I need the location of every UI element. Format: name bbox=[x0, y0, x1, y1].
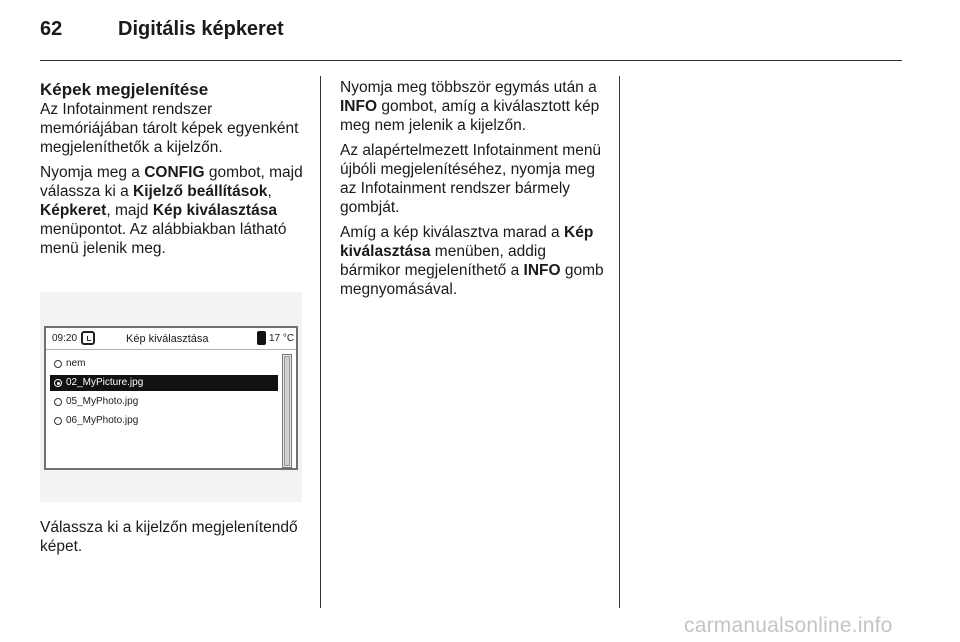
select-info-paragraph: Amíg a kép kiválasztva marad a Kép kiválasztása menüben, addig bármikor megjeleníthető a INFO gomb megnyomásával. bbox=[340, 224, 604, 298]
intro-paragraph: Az Infotainment rendszer memóriájában tárolt képek egyenként megjeleníthetők a kijelzőn. bbox=[40, 101, 299, 156]
screen-time: 09:20 bbox=[52, 333, 78, 344]
column-divider-left bbox=[320, 76, 321, 608]
list-item-selected[interactable]: 02_MyPicture.jpg bbox=[50, 375, 278, 391]
figure-caption: Válassza ki a kijelzőn megjelenítendő képet. bbox=[40, 519, 298, 555]
select-picture-ref: Kép kiválasztása bbox=[152, 202, 277, 219]
select-picture-ref: Kép kiválasztása bbox=[340, 224, 594, 260]
radio-icon bbox=[54, 379, 62, 387]
config-button-ref: CONFIG bbox=[144, 164, 205, 181]
info-button-ref: INFO bbox=[340, 98, 378, 115]
infotainment-screen bbox=[44, 326, 298, 470]
thermometer-icon bbox=[257, 331, 266, 345]
instruction-paragraph: Nyomja meg a CONFIG gombot, majd válassza ki a Kijelző beállítások, Képkeret, majd Kép kiválasztása menüpontot. Az alábbiakban látható menü jelenik meg. bbox=[40, 164, 303, 257]
clock-icon bbox=[81, 331, 95, 345]
column-divider-right bbox=[619, 76, 620, 608]
header-divider bbox=[40, 60, 902, 61]
radio-icon bbox=[54, 398, 62, 406]
page-title: Digitális képkeret bbox=[118, 18, 284, 40]
column-middle bbox=[340, 78, 608, 305]
info-paragraph: Nyomja meg többször egymás után a INFO gombot, amíg a kiválasztott kép meg nem jelenik a kijelzőn. bbox=[340, 79, 600, 134]
screen-title: Kép kiválasztása bbox=[126, 333, 209, 345]
column-left bbox=[40, 80, 308, 264]
radio-icon bbox=[54, 417, 62, 425]
page-header bbox=[40, 18, 284, 48]
scrollbar-thumb[interactable] bbox=[284, 356, 290, 466]
display-settings-ref: Kijelző beállítások bbox=[133, 183, 268, 200]
info-button-ref: INFO bbox=[523, 262, 561, 279]
screen-scrollbar[interactable] bbox=[282, 354, 292, 468]
page-number: 62 bbox=[40, 18, 63, 40]
radio-icon bbox=[54, 360, 62, 368]
list-item[interactable]: nem bbox=[50, 356, 278, 372]
watermark: carmanualsonline.info bbox=[684, 614, 893, 637]
screen-temperature: 17 °C bbox=[269, 333, 295, 344]
section-heading: Képek megjelenítése bbox=[40, 80, 209, 99]
screen-status-bar bbox=[46, 328, 296, 350]
picture-frame-ref: Képkeret bbox=[40, 202, 107, 219]
list-item[interactable]: 06_MyPhoto.jpg bbox=[50, 413, 278, 429]
list-item[interactable]: 05_MyPhoto.jpg bbox=[50, 394, 278, 410]
default-menu-paragraph: Az alapértelmezett Infotainment menü újbóli megjelenítéséhez, nyomja meg az Infotainment rendszer bármely gombját. bbox=[340, 142, 602, 216]
